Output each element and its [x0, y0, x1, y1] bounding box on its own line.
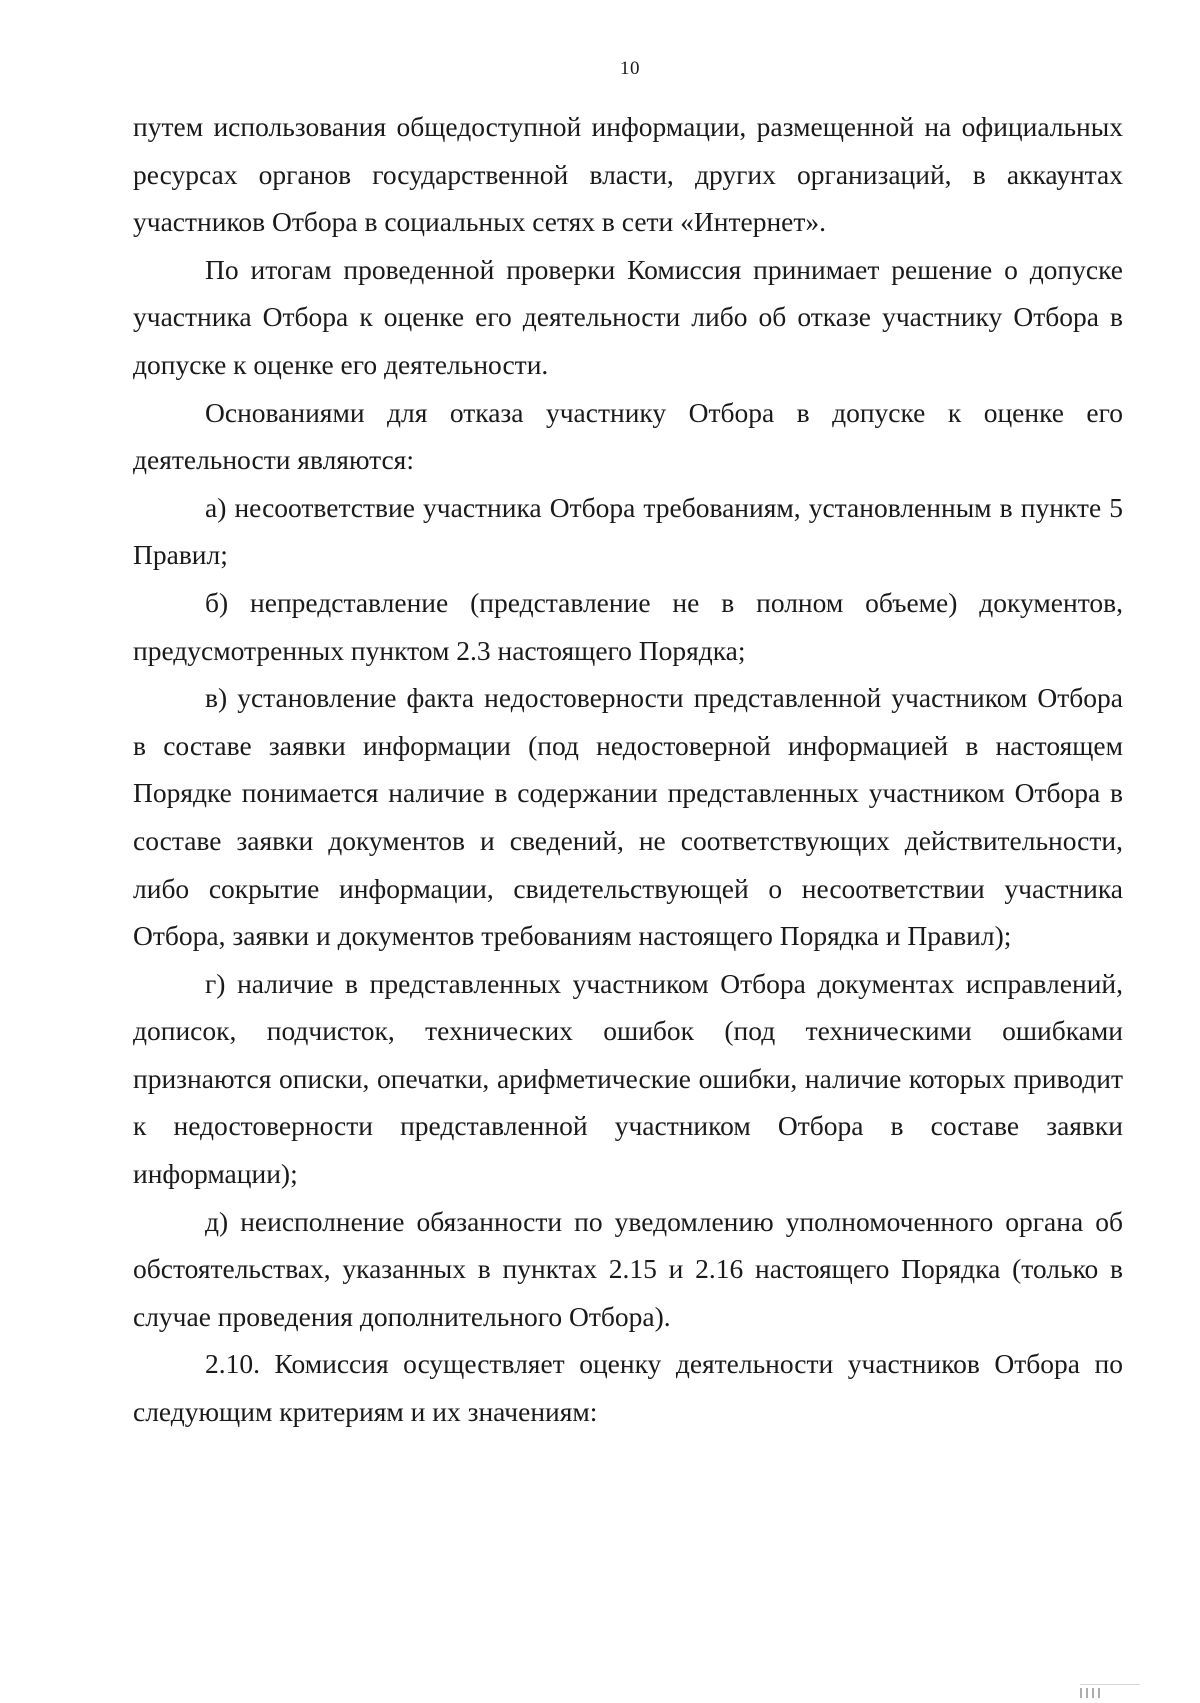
- list-item-v: в) установление факта недостоверности представленной участником Отбора в составе заявки информации (под недостоверной информацией в настоящем Порядке понимается наличие в содержании представленных участником Отбора в составе заявки документов и сведений, не соответствующих действительности, либо сокрытие информации, свидетельствующей о несоответствии участника Отбора, заявки и документов требованиям настоящего Порядка и Правил);: [133, 682, 1123, 952]
- document-body: [133, 103, 1123, 1436]
- paragraph-continuation: путем использования общедоступной информации, размещенной на официальных ресурсах органов государственной власти, других организаций, в аккаунтах участников Отбора в социальных сетях в сети «Интернет».: [133, 111, 1123, 238]
- page-number: 10: [620, 58, 640, 79]
- paragraph-2-10: 2.10. Комиссия осуществляет оценку деятельности участников Отбора по следующим критериям и их значениям:: [133, 1348, 1123, 1428]
- list-item-a: а) несоответствие участника Отбора требованиям, установленным в пункте 5 Правил;: [133, 491, 1123, 571]
- list-item-d: д) неисполнение обязанности по уведомлению уполномоченного органа об обстоятельствах, указанных в пунктах 2.15 и 2.16 настоящего Порядка (только в случае проведения дополнительного Отбора).: [133, 1205, 1123, 1332]
- paragraph-commission-decision: По итогам проведенной проверки Комиссия принимает решение о допуске участника Отбора к оценке его деятельности либо об отказе участнику Отбора в допуске к оценке его деятельности.: [133, 253, 1123, 380]
- list-item-b: б) непредставление (представление не в полном объеме) документов, предусмотренных пунктом 2.3 настоящего Порядка;: [133, 586, 1123, 666]
- list-item-g: г) наличие в представленных участником Отбора документах исправлений, дописок, подчисток, технических ошибок (под техническими ошибками признаются описки, опечатки, арифметические ошибки, наличие которых приводит к недостоверности представленной участником Отбора в составе заявки информации);: [133, 967, 1123, 1190]
- paragraph-refusal-grounds: Основаниями для отказа участнику Отбора в допуске к оценке его деятельности являются:: [133, 396, 1123, 476]
- scan-edge-mark: [1080, 1684, 1140, 1697]
